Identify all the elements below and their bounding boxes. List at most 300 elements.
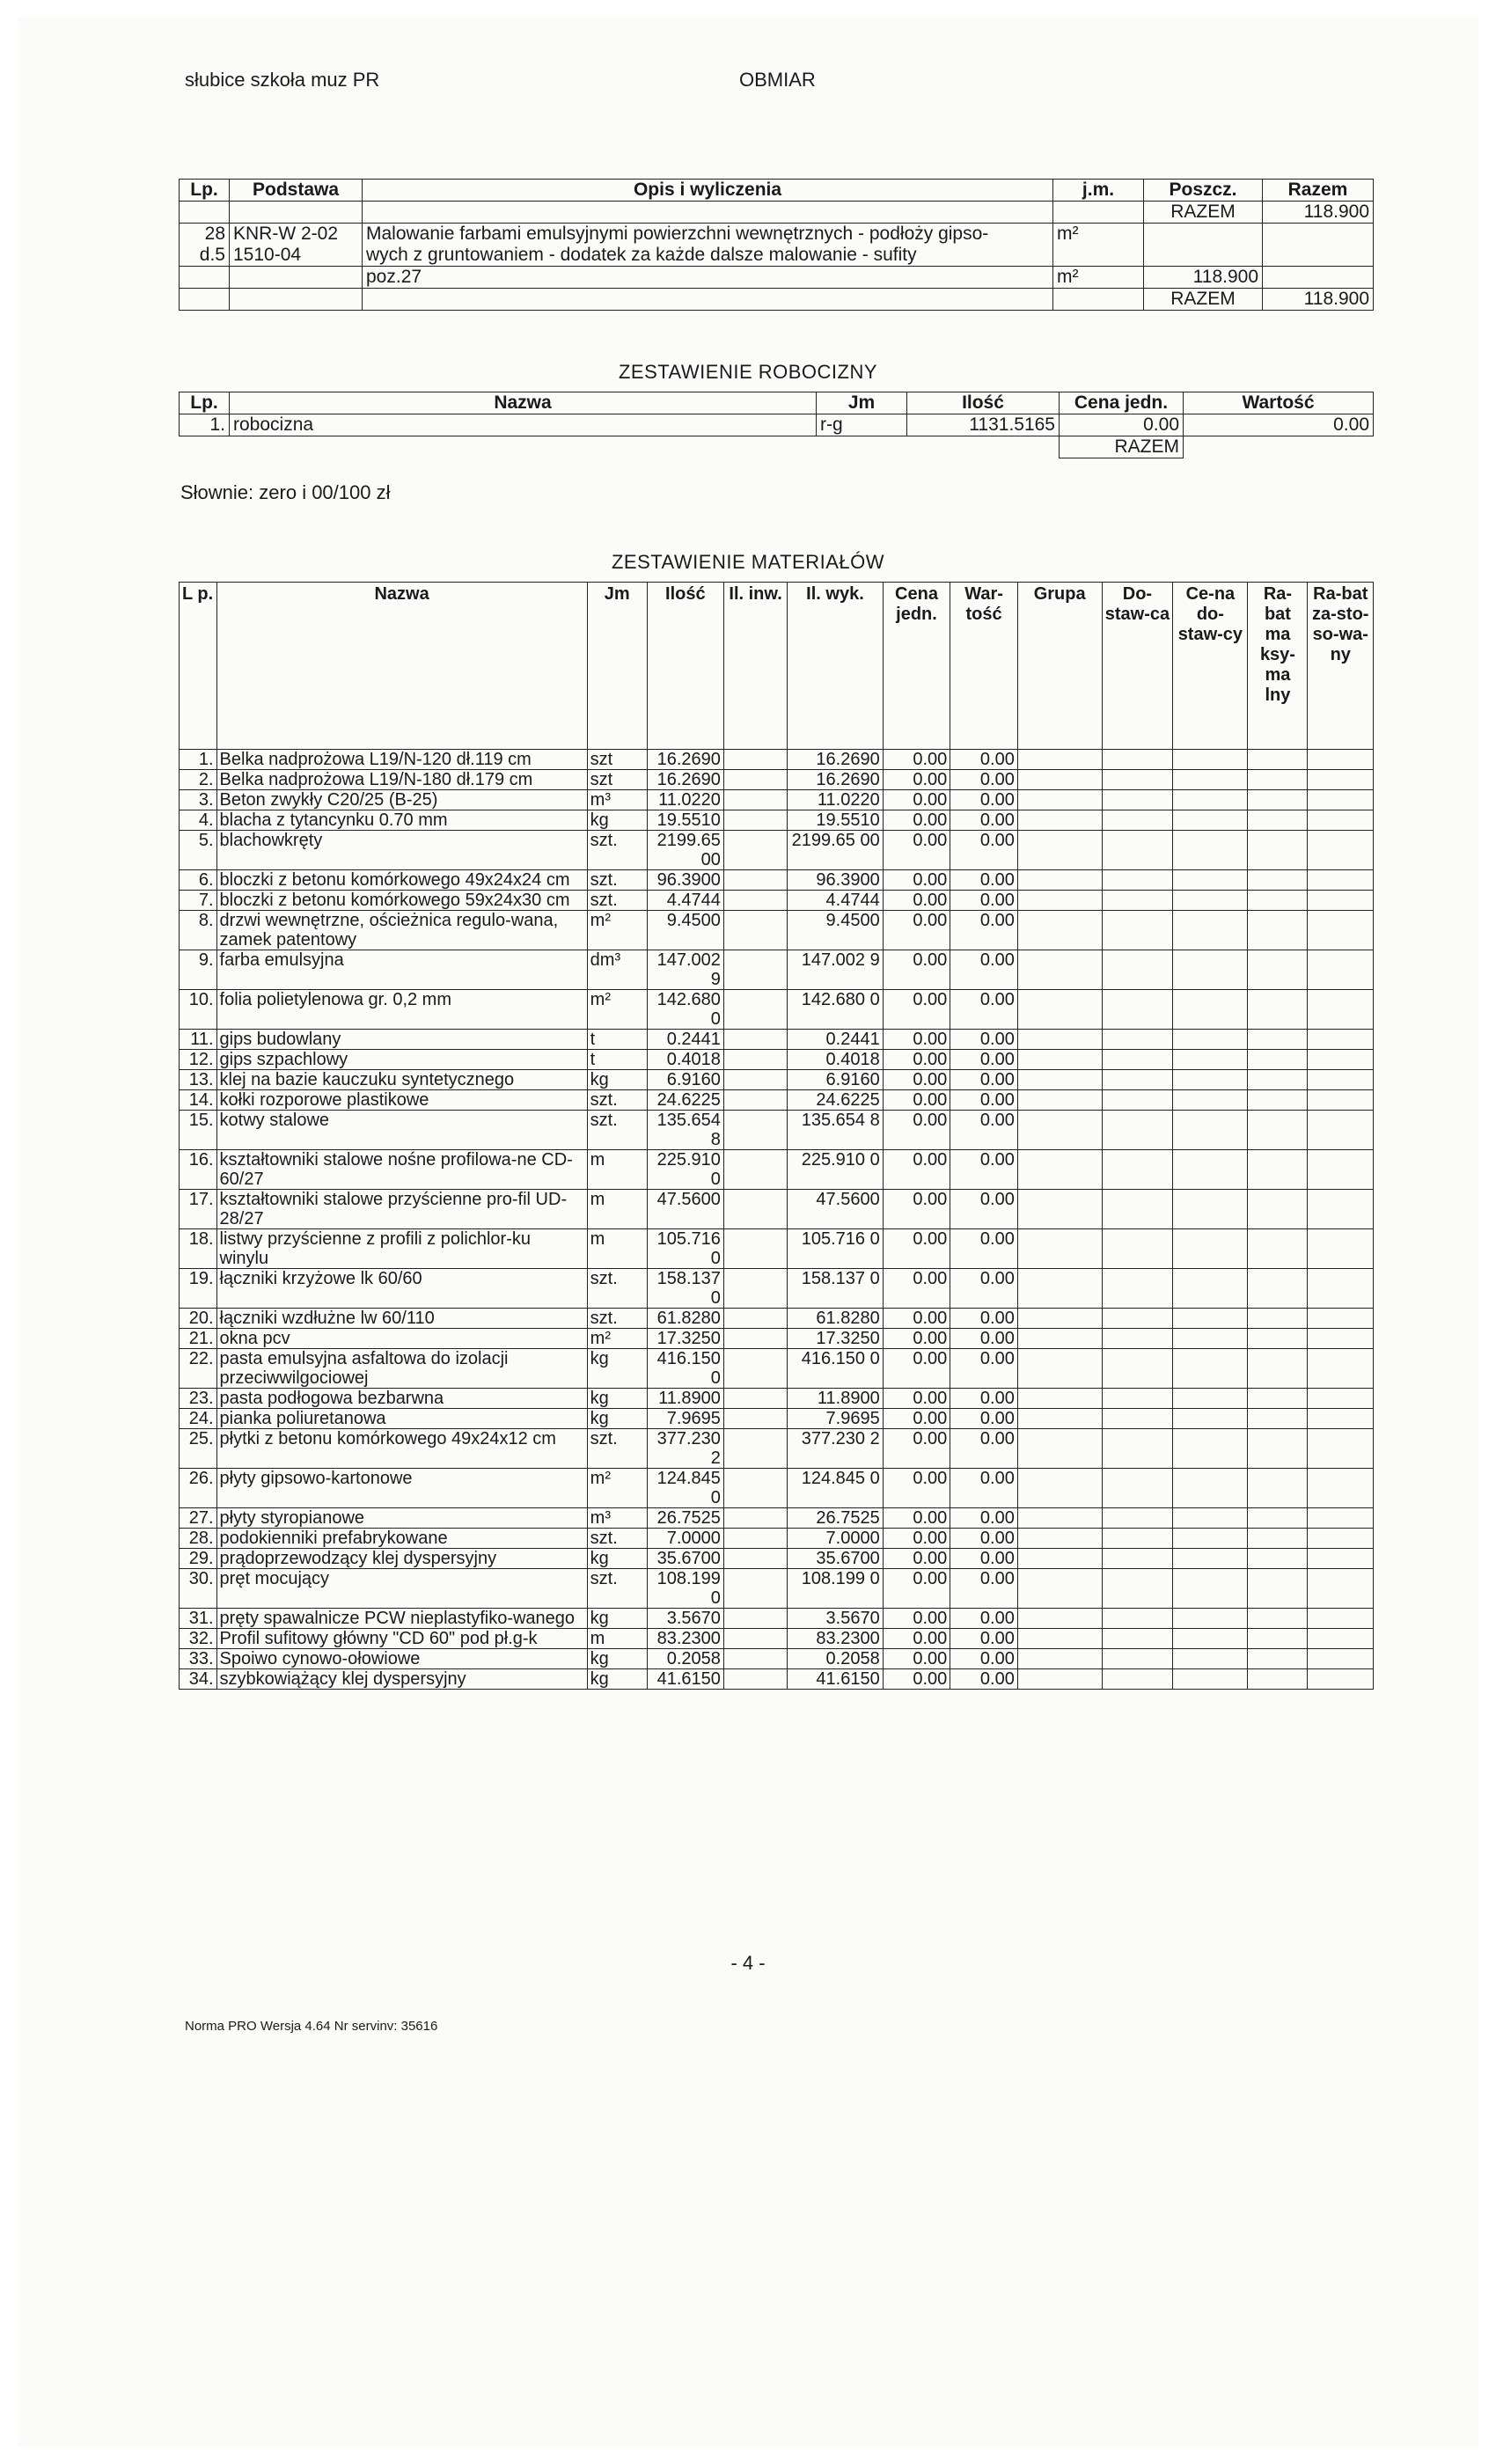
material-cena: 0.00 bbox=[883, 1508, 950, 1529]
material-row bbox=[180, 870, 1374, 891]
material-nazwa: gips budowlany bbox=[216, 1030, 587, 1050]
material-il-wyk: 0.2441 bbox=[788, 1030, 883, 1050]
material-row bbox=[180, 1549, 1374, 1569]
material-nazwa: blachowkręty bbox=[216, 831, 587, 870]
material-jm: szt. bbox=[587, 891, 647, 911]
material-empty-cell bbox=[1248, 1669, 1308, 1690]
obmiar-item-row bbox=[180, 224, 1374, 267]
material-empty-cell bbox=[1017, 1609, 1102, 1629]
material-cena: 0.00 bbox=[883, 1309, 950, 1329]
material-empty-cell bbox=[1308, 1090, 1374, 1111]
material-nazwa: Profil sufitowy główny "CD 60" pod pł.g-k bbox=[216, 1629, 587, 1649]
item-podstawa-code: KNR-W 2-02 bbox=[233, 224, 339, 244]
material-il-wyk: 0.2058 bbox=[788, 1649, 883, 1669]
material-jm: m² bbox=[587, 911, 647, 950]
col-rabat-maks: Ra-bat ma ksy-ma lny bbox=[1248, 583, 1308, 750]
material-ilosc: 61.8280 bbox=[647, 1309, 723, 1329]
material-ilosc: 26.7525 bbox=[647, 1508, 723, 1529]
material-empty-cell bbox=[1248, 1111, 1308, 1150]
material-empty-cell bbox=[1173, 870, 1248, 891]
material-empty-cell bbox=[1248, 990, 1308, 1030]
material-il-wyk: 47.5600 bbox=[788, 1190, 883, 1229]
material-empty-cell bbox=[1017, 1549, 1102, 1569]
material-nazwa: płyty gipsowo-kartonowe bbox=[216, 1469, 587, 1508]
material-empty-cell bbox=[1248, 1409, 1308, 1429]
material-empty-cell bbox=[1308, 1389, 1374, 1409]
material-jm: m bbox=[587, 1229, 647, 1269]
col-lp: Lp. bbox=[180, 180, 230, 202]
material-jm: m bbox=[587, 1150, 647, 1190]
material-ilosc: 135.654 8 bbox=[647, 1111, 723, 1150]
material-empty-cell bbox=[1248, 1469, 1308, 1508]
material-ilosc: 11.8900 bbox=[647, 1389, 723, 1409]
material-lp: 23. bbox=[180, 1389, 217, 1409]
material-nazwa: Belka nadprożowa L19/N-120 dł.119 cm bbox=[216, 750, 587, 770]
material-row bbox=[180, 1508, 1374, 1529]
material-empty-cell bbox=[1017, 1429, 1102, 1469]
material-jm: szt. bbox=[587, 1269, 647, 1309]
material-il-wyk: 6.9160 bbox=[788, 1070, 883, 1090]
material-wartosc: 0.00 bbox=[950, 990, 1018, 1030]
material-empty-cell bbox=[723, 1549, 787, 1569]
material-il-wyk: 61.8280 bbox=[788, 1309, 883, 1329]
material-jm: kg bbox=[587, 1349, 647, 1389]
material-jm: szt. bbox=[587, 1309, 647, 1329]
material-cena: 0.00 bbox=[883, 950, 950, 990]
material-empty-cell bbox=[1102, 1030, 1173, 1050]
material-empty-cell bbox=[1173, 750, 1248, 770]
material-wartosc: 0.00 bbox=[950, 790, 1018, 810]
material-ilosc: 96.3900 bbox=[647, 870, 723, 891]
material-empty-cell bbox=[1308, 911, 1374, 950]
material-nazwa: kształtowniki stalowe nośne profilowa-ne CD-60/27 bbox=[216, 1150, 587, 1190]
material-empty-cell bbox=[1308, 870, 1374, 891]
material-il-wyk: 11.8900 bbox=[788, 1389, 883, 1409]
material-il-wyk: 9.4500 bbox=[788, 911, 883, 950]
col-cena: Cena jedn. bbox=[1060, 392, 1184, 414]
material-jm: kg bbox=[587, 1609, 647, 1629]
material-nazwa: pasta emulsyjna asfaltowa do izolacji przeciwwilgociowej bbox=[216, 1349, 587, 1389]
material-cena: 0.00 bbox=[883, 1229, 950, 1269]
material-ilosc: 416.150 0 bbox=[647, 1349, 723, 1389]
material-row bbox=[180, 831, 1374, 870]
material-empty-cell bbox=[1017, 990, 1102, 1030]
material-empty-cell bbox=[1017, 1389, 1102, 1409]
material-jm: kg bbox=[587, 1409, 647, 1429]
material-empty-cell bbox=[1173, 1508, 1248, 1529]
cena: 0.00 bbox=[1060, 414, 1184, 436]
material-nazwa: blacha z tytancynku 0.70 mm bbox=[216, 810, 587, 831]
material-lp: 15. bbox=[180, 1111, 217, 1150]
material-row bbox=[180, 1469, 1374, 1508]
material-empty-cell bbox=[1308, 1111, 1374, 1150]
material-ilosc: 17.3250 bbox=[647, 1329, 723, 1349]
material-row bbox=[180, 790, 1374, 810]
material-il-wyk: 96.3900 bbox=[788, 870, 883, 891]
material-nazwa: farba emulsyjna bbox=[216, 950, 587, 990]
col-il-inw: Il. inw. bbox=[723, 583, 787, 750]
material-empty-cell bbox=[1102, 911, 1173, 950]
material-row bbox=[180, 810, 1374, 831]
material-empty-cell bbox=[1248, 1508, 1308, 1529]
material-nazwa: drzwi wewnętrzne, ościeżnica regulo-wana, zamek patentowy bbox=[216, 911, 587, 950]
material-wartosc: 0.00 bbox=[950, 1549, 1018, 1569]
material-cena: 0.00 bbox=[883, 1549, 950, 1569]
item-jm: m² bbox=[1053, 224, 1144, 267]
material-row bbox=[180, 1409, 1374, 1429]
material-empty-cell bbox=[1248, 770, 1308, 790]
material-empty-cell bbox=[1102, 831, 1173, 870]
material-empty-cell bbox=[723, 810, 787, 831]
material-empty-cell bbox=[1102, 1070, 1173, 1090]
material-empty-cell bbox=[1017, 891, 1102, 911]
col-jm: j.m. bbox=[1053, 180, 1144, 202]
material-il-wyk: 83.2300 bbox=[788, 1629, 883, 1649]
material-empty-cell bbox=[723, 1649, 787, 1669]
jm: r-g bbox=[817, 414, 907, 436]
material-empty-cell bbox=[1308, 1469, 1374, 1508]
material-empty-cell bbox=[1173, 1329, 1248, 1349]
material-empty-cell bbox=[1173, 1309, 1248, 1329]
material-lp: 9. bbox=[180, 950, 217, 990]
material-row bbox=[180, 1629, 1374, 1649]
material-empty-cell bbox=[1017, 911, 1102, 950]
material-cena: 0.00 bbox=[883, 891, 950, 911]
material-empty-cell bbox=[1248, 810, 1308, 831]
col-cena: Cena jedn. bbox=[883, 583, 950, 750]
material-nazwa: pasta podłogowa bezbarwna bbox=[216, 1389, 587, 1409]
material-empty-cell bbox=[1173, 1409, 1248, 1429]
material-wartosc: 0.00 bbox=[950, 1111, 1018, 1150]
material-ilosc: 225.910 0 bbox=[647, 1150, 723, 1190]
material-row bbox=[180, 1150, 1374, 1190]
obmiar-razem-row bbox=[180, 202, 1374, 224]
material-empty-cell bbox=[1173, 1429, 1248, 1469]
material-empty-cell bbox=[723, 950, 787, 990]
material-wartosc: 0.00 bbox=[950, 1508, 1018, 1529]
material-empty-cell bbox=[723, 1030, 787, 1050]
material-empty-cell bbox=[1173, 1569, 1248, 1609]
material-empty-cell bbox=[1102, 750, 1173, 770]
material-empty-cell bbox=[1017, 1190, 1102, 1229]
material-empty-cell bbox=[1102, 990, 1173, 1030]
material-empty-cell bbox=[1173, 1150, 1248, 1190]
material-empty-cell bbox=[1102, 1050, 1173, 1070]
material-empty-cell bbox=[1308, 1409, 1374, 1429]
item-lp-section: d.5 bbox=[199, 245, 225, 265]
material-jm: m² bbox=[587, 1469, 647, 1508]
material-empty-cell bbox=[1248, 1190, 1308, 1229]
material-wartosc: 0.00 bbox=[950, 1070, 1018, 1090]
razem-value: 118.900 bbox=[1263, 202, 1374, 224]
material-empty-cell bbox=[1017, 1569, 1102, 1609]
material-nazwa: kotwy stalowe bbox=[216, 1111, 587, 1150]
material-wartosc: 0.00 bbox=[950, 891, 1018, 911]
material-row bbox=[180, 1111, 1374, 1150]
material-empty-cell bbox=[1308, 790, 1374, 810]
material-lp: 30. bbox=[180, 1569, 217, 1609]
material-empty-cell bbox=[723, 1269, 787, 1309]
material-wartosc: 0.00 bbox=[950, 1669, 1018, 1690]
material-empty-cell bbox=[1017, 1050, 1102, 1070]
material-lp: 34. bbox=[180, 1669, 217, 1690]
material-jm: szt. bbox=[587, 1429, 647, 1469]
material-empty-cell bbox=[1308, 1309, 1374, 1329]
material-empty-cell bbox=[1017, 1649, 1102, 1669]
material-empty-cell bbox=[1102, 1190, 1173, 1229]
item-opis-line2: wych z gruntowaniem - dodatek za każde dalsze malowanie - sufity bbox=[366, 245, 917, 265]
material-lp: 26. bbox=[180, 1469, 217, 1508]
material-il-wyk: 19.5510 bbox=[788, 810, 883, 831]
material-empty-cell bbox=[1248, 1349, 1308, 1389]
material-empty-cell bbox=[1017, 1349, 1102, 1389]
material-ilosc: 4.4744 bbox=[647, 891, 723, 911]
material-jm: szt. bbox=[587, 870, 647, 891]
razem-bottom-label: RAZEM bbox=[1144, 289, 1263, 311]
material-lp: 14. bbox=[180, 1090, 217, 1111]
material-empty-cell bbox=[1017, 750, 1102, 770]
material-jm: szt bbox=[587, 770, 647, 790]
material-empty-cell bbox=[1102, 1229, 1173, 1269]
material-nazwa: bloczki z betonu komórkowego 59x24x30 cm bbox=[216, 891, 587, 911]
material-lp: 32. bbox=[180, 1629, 217, 1649]
material-jm: m² bbox=[587, 990, 647, 1030]
material-empty-cell bbox=[1173, 1609, 1248, 1629]
material-nazwa: folia polietylenowa gr. 0,2 mm bbox=[216, 990, 587, 1030]
material-empty-cell bbox=[1308, 1669, 1374, 1690]
material-nazwa: Spoiwo cynowo-ołowiowe bbox=[216, 1649, 587, 1669]
material-empty-cell bbox=[1173, 831, 1248, 870]
robocizna-table bbox=[179, 392, 1374, 458]
material-ilosc: 47.5600 bbox=[647, 1190, 723, 1229]
material-row bbox=[180, 770, 1374, 790]
material-empty-cell bbox=[1173, 990, 1248, 1030]
material-jm: t bbox=[587, 1030, 647, 1050]
material-wartosc: 0.00 bbox=[950, 770, 1018, 790]
material-empty-cell bbox=[1102, 1629, 1173, 1649]
material-il-wyk: 416.150 0 bbox=[788, 1349, 883, 1389]
material-jm: szt. bbox=[587, 1111, 647, 1150]
material-nazwa: gips szpachlowy bbox=[216, 1050, 587, 1070]
material-lp: 7. bbox=[180, 891, 217, 911]
material-empty-cell bbox=[1248, 891, 1308, 911]
material-empty-cell bbox=[1248, 1429, 1308, 1469]
material-wartosc: 0.00 bbox=[950, 1469, 1018, 1508]
material-wartosc: 0.00 bbox=[950, 1150, 1018, 1190]
material-il-wyk: 11.0220 bbox=[788, 790, 883, 810]
material-empty-cell bbox=[1308, 990, 1374, 1030]
material-cena: 0.00 bbox=[883, 750, 950, 770]
material-wartosc: 0.00 bbox=[950, 950, 1018, 990]
material-il-wyk: 158.137 0 bbox=[788, 1269, 883, 1309]
ilosc: 1131.5165 bbox=[907, 414, 1060, 436]
material-cena: 0.00 bbox=[883, 1529, 950, 1549]
material-empty-cell bbox=[1248, 950, 1308, 990]
material-cena: 0.00 bbox=[883, 810, 950, 831]
material-wartosc: 0.00 bbox=[950, 1030, 1018, 1050]
material-ilosc: 147.002 9 bbox=[647, 950, 723, 990]
material-lp: 13. bbox=[180, 1070, 217, 1090]
slownie-value: zero i 00/100 zł bbox=[259, 481, 391, 503]
material-lp: 22. bbox=[180, 1349, 217, 1389]
material-ilosc: 158.137 0 bbox=[647, 1269, 723, 1309]
robocizna-razem-row bbox=[180, 436, 1374, 458]
material-empty-cell bbox=[1308, 770, 1374, 790]
material-il-wyk: 4.4744 bbox=[788, 891, 883, 911]
col-opis: Opis i wyliczenia bbox=[363, 180, 1053, 202]
material-empty-cell bbox=[1248, 1090, 1308, 1111]
material-empty-cell bbox=[1308, 1508, 1374, 1529]
material-wartosc: 0.00 bbox=[950, 1409, 1018, 1429]
slownie-label: Słownie: bbox=[180, 481, 254, 503]
material-empty-cell bbox=[1102, 1111, 1173, 1150]
material-empty-cell bbox=[1102, 1569, 1173, 1609]
material-wartosc: 0.00 bbox=[950, 1190, 1018, 1229]
item-opis-line1: Malowanie farbami emulsyjnymi powierzchni wewnętrznych - podłoży gipso- bbox=[366, 224, 989, 244]
col-il-wyk: Il. wyk. bbox=[788, 583, 883, 750]
material-empty-cell bbox=[723, 790, 787, 810]
material-jm: m bbox=[587, 1190, 647, 1229]
material-wartosc: 0.00 bbox=[950, 1309, 1018, 1329]
material-empty-cell bbox=[1308, 1050, 1374, 1070]
material-empty-cell bbox=[1102, 1329, 1173, 1349]
page-number: - 4 - bbox=[730, 1952, 766, 1974]
material-empty-cell bbox=[1248, 1569, 1308, 1609]
material-empty-cell bbox=[1248, 1269, 1308, 1309]
material-cena: 0.00 bbox=[883, 1329, 950, 1349]
material-row bbox=[180, 1090, 1374, 1111]
material-ilosc: 16.2690 bbox=[647, 770, 723, 790]
material-empty-cell bbox=[1308, 1190, 1374, 1229]
material-empty-cell bbox=[1248, 911, 1308, 950]
material-row bbox=[180, 1529, 1374, 1549]
material-empty-cell bbox=[1102, 891, 1173, 911]
material-empty-cell bbox=[1308, 1429, 1374, 1469]
material-empty-cell bbox=[1308, 810, 1374, 831]
material-empty-cell bbox=[1248, 750, 1308, 770]
material-empty-cell bbox=[1308, 1329, 1374, 1349]
material-empty-cell bbox=[1308, 750, 1374, 770]
material-empty-cell bbox=[723, 1309, 787, 1329]
material-empty-cell bbox=[1173, 1349, 1248, 1389]
material-ilosc: 11.0220 bbox=[647, 790, 723, 810]
robocizna-header-row bbox=[180, 392, 1374, 414]
material-wartosc: 0.00 bbox=[950, 1050, 1018, 1070]
material-nazwa: szybkowiążący klej dyspersyjny bbox=[216, 1669, 587, 1690]
material-empty-cell bbox=[723, 911, 787, 950]
material-il-wyk: 142.680 0 bbox=[788, 990, 883, 1030]
material-row bbox=[180, 891, 1374, 911]
material-jm: kg bbox=[587, 810, 647, 831]
material-il-wyk: 3.5670 bbox=[788, 1609, 883, 1629]
material-row bbox=[180, 1070, 1374, 1090]
material-empty-cell bbox=[1102, 1389, 1173, 1409]
material-wartosc: 0.00 bbox=[950, 1609, 1018, 1629]
material-empty-cell bbox=[1102, 1309, 1173, 1329]
material-empty-cell bbox=[723, 1629, 787, 1649]
material-row bbox=[180, 1649, 1374, 1669]
material-empty-cell bbox=[1102, 1090, 1173, 1111]
material-ilosc: 24.6225 bbox=[647, 1090, 723, 1111]
material-empty-cell bbox=[1102, 1549, 1173, 1569]
material-empty-cell bbox=[1173, 950, 1248, 990]
material-jm: m bbox=[587, 1629, 647, 1649]
material-empty-cell bbox=[723, 1609, 787, 1629]
razem-label: RAZEM bbox=[1144, 202, 1263, 224]
material-wartosc: 0.00 bbox=[950, 831, 1018, 870]
material-empty-cell bbox=[1308, 1549, 1374, 1569]
material-empty-cell bbox=[1017, 1070, 1102, 1090]
material-nazwa: klej na bazie kauczuku syntetycznego bbox=[216, 1070, 587, 1090]
material-jm: t bbox=[587, 1050, 647, 1070]
material-empty-cell bbox=[723, 1469, 787, 1508]
material-wartosc: 0.00 bbox=[950, 1529, 1018, 1549]
material-jm: szt bbox=[587, 750, 647, 770]
material-empty-cell bbox=[1173, 770, 1248, 790]
material-empty-cell bbox=[723, 1529, 787, 1549]
material-empty-cell bbox=[723, 1409, 787, 1429]
material-lp: 31. bbox=[180, 1609, 217, 1629]
material-empty-cell bbox=[1248, 831, 1308, 870]
material-row bbox=[180, 1269, 1374, 1309]
material-empty-cell bbox=[1017, 1111, 1102, 1150]
col-ilosc: Ilość bbox=[907, 392, 1060, 414]
material-cena: 0.00 bbox=[883, 1030, 950, 1050]
material-empty-cell bbox=[1308, 831, 1374, 870]
material-empty-cell bbox=[723, 1229, 787, 1269]
material-empty-cell bbox=[1308, 1649, 1374, 1669]
material-lp: 4. bbox=[180, 810, 217, 831]
material-jm: szt. bbox=[587, 831, 647, 870]
material-row bbox=[180, 1669, 1374, 1690]
material-empty-cell bbox=[1017, 1409, 1102, 1429]
material-empty-cell bbox=[1017, 1329, 1102, 1349]
material-nazwa: Beton zwykły C20/25 (B-25) bbox=[216, 790, 587, 810]
robocizna-row bbox=[180, 414, 1374, 436]
material-empty-cell bbox=[1248, 1229, 1308, 1269]
material-nazwa: pianka poliuretanowa bbox=[216, 1409, 587, 1429]
material-jm: m³ bbox=[587, 1508, 647, 1529]
material-empty-cell bbox=[723, 1508, 787, 1529]
material-empty-cell bbox=[1102, 1649, 1173, 1669]
material-empty-cell bbox=[723, 1090, 787, 1111]
material-empty-cell bbox=[1308, 891, 1374, 911]
material-jm: kg bbox=[587, 1070, 647, 1090]
material-nazwa: płyty styropianowe bbox=[216, 1508, 587, 1529]
material-empty-cell bbox=[1308, 1229, 1374, 1269]
material-empty-cell bbox=[1173, 1090, 1248, 1111]
razem-bottom-value: 118.900 bbox=[1263, 289, 1374, 311]
item-lp-number: 28 bbox=[204, 224, 225, 244]
material-row bbox=[180, 1389, 1374, 1409]
material-lp: 18. bbox=[180, 1229, 217, 1269]
material-nazwa: listwy przyścienne z profili z polichlor-ku winylu bbox=[216, 1229, 587, 1269]
col-ilosc: Ilość bbox=[647, 583, 723, 750]
materialy-table bbox=[179, 582, 1374, 1690]
material-empty-cell bbox=[1102, 1508, 1173, 1529]
col-nazwa: Nazwa bbox=[230, 392, 817, 414]
material-empty-cell bbox=[1102, 770, 1173, 790]
material-empty-cell bbox=[1017, 831, 1102, 870]
material-empty-cell bbox=[1308, 1609, 1374, 1629]
material-empty-cell bbox=[1102, 1150, 1173, 1190]
material-empty-cell bbox=[1248, 1389, 1308, 1409]
material-row bbox=[180, 911, 1374, 950]
material-cena: 0.00 bbox=[883, 1429, 950, 1469]
material-ilosc: 377.230 2 bbox=[647, 1429, 723, 1469]
col-jm: Jm bbox=[587, 583, 647, 750]
material-lp: 2. bbox=[180, 770, 217, 790]
